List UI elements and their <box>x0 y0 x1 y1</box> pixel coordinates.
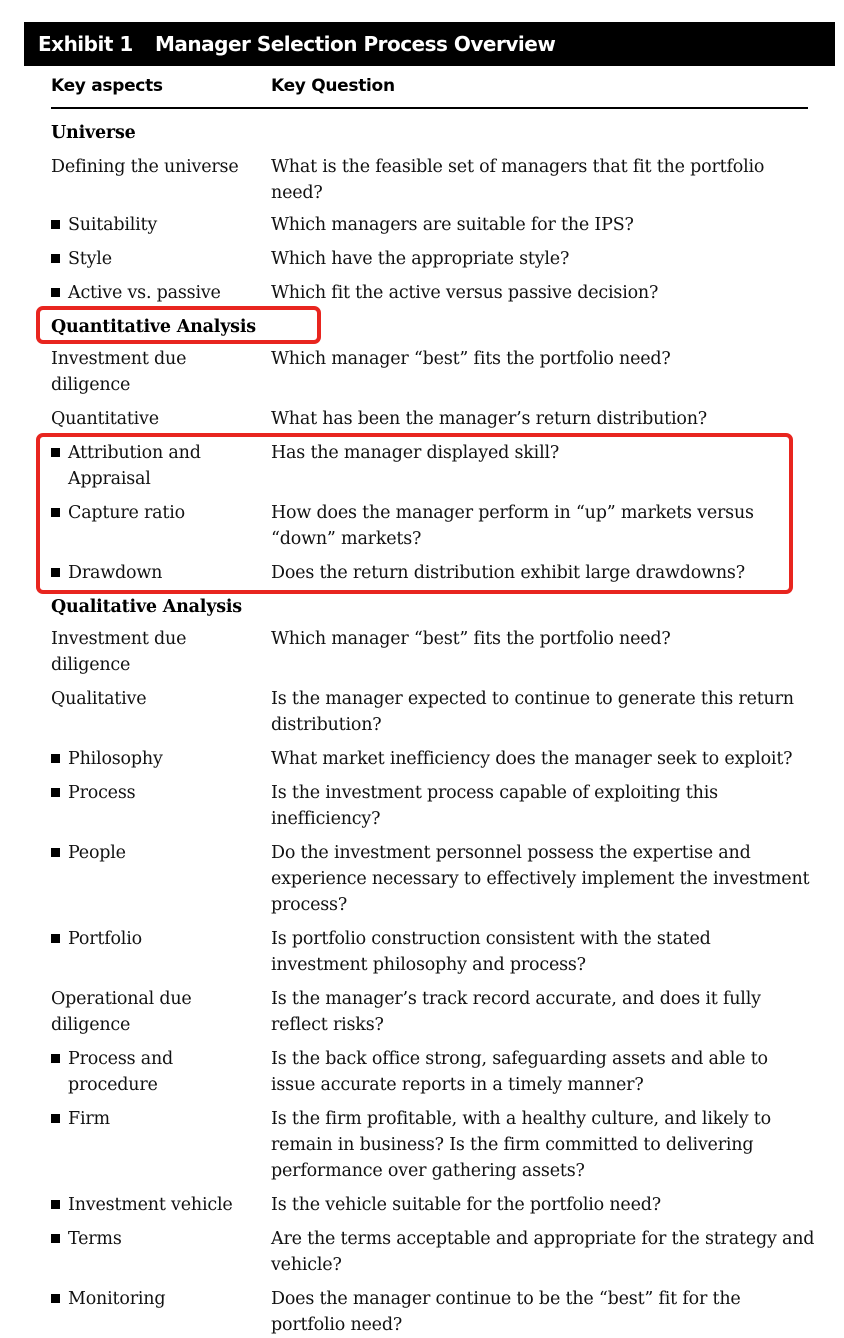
row-aspect <box>51 1046 201 1098</box>
row-aspect <box>51 840 261 866</box>
row-question: Is the vehicle suitable for the portfolio need? <box>271 1195 661 1215</box>
square-bullet-icon <box>51 788 60 797</box>
row-aspect-label: Process <box>68 783 136 803</box>
row-aspect: Investment due diligence <box>51 629 187 675</box>
square-bullet-icon <box>51 848 60 857</box>
row-aspect <box>51 440 231 492</box>
square-bullet-icon <box>51 934 60 943</box>
square-bullet-icon <box>51 1294 60 1303</box>
row-question: Has the manager displayed skill? <box>271 443 560 463</box>
row-aspect-label: Attribution and Appraisal <box>68 443 201 489</box>
column-header-question: Key Question <box>271 76 395 96</box>
row-question: What has been the manager’s return distribution? <box>271 409 707 429</box>
row-question: Which managers are suitable for the IPS? <box>271 215 634 235</box>
row-aspect-label: Terms <box>68 1229 122 1249</box>
row-aspect: Qualitative <box>51 689 147 709</box>
square-bullet-icon <box>51 568 60 577</box>
row-question: Do the investment personnel possess the expertise and experience necessary to effectively implement the investment process? <box>271 843 810 915</box>
row-aspect <box>51 560 261 586</box>
row-question: Is the manager’s track record accurate, and does it fully reflect risks? <box>271 989 761 1035</box>
section-universe: Universe <box>51 123 136 143</box>
row-aspect-label: Drawdown <box>68 563 163 583</box>
square-bullet-icon <box>51 1054 60 1063</box>
row-question: Is the firm profitable, with a healthy culture, and likely to remain in business? Is the firm committed to delivering performance over gathering assets? <box>271 1109 771 1181</box>
row-question: Which manager “best” fits the portfolio need? <box>271 349 671 369</box>
row-aspect: Defining the universe <box>51 157 239 177</box>
highlight-box-quantitative-heading <box>36 306 321 344</box>
square-bullet-icon <box>51 1234 60 1243</box>
square-bullet-icon <box>51 448 60 457</box>
row-aspect-label: Active vs. passive <box>68 283 221 303</box>
row-aspect-label: Monitoring <box>68 1289 166 1309</box>
row-aspect: Quantitative <box>51 409 159 429</box>
row-aspect-label: Capture ratio <box>68 503 185 523</box>
row-aspect-label: People <box>68 843 126 863</box>
row-question: Is the manager expected to continue to generate this return distribution? <box>271 689 794 735</box>
section-quantitative: Quantitative Analysis <box>51 317 256 337</box>
row-aspect: Investment due diligence <box>51 349 187 395</box>
row-aspect-label: Firm <box>68 1109 110 1129</box>
square-bullet-icon <box>51 1114 60 1123</box>
row-aspect-label: Investment vehicle <box>68 1195 233 1215</box>
row-aspect <box>51 1192 261 1218</box>
row-aspect <box>51 246 261 272</box>
exhibit-header <box>24 22 835 66</box>
row-aspect <box>51 280 261 306</box>
row-aspect: Operational due diligence <box>51 989 192 1035</box>
row-question: How does the manager perform in “up” markets versus “down” markets? <box>271 503 754 549</box>
square-bullet-icon <box>51 254 60 263</box>
row-question: Which fit the active versus passive decision? <box>271 283 659 303</box>
exhibit-title: Manager Selection Process Overview <box>155 32 556 56</box>
header-divider <box>51 107 808 109</box>
row-question: Is the back office strong, safeguarding assets and able to issue accurate reports in a timely manner? <box>271 1049 768 1095</box>
row-aspect <box>51 1286 261 1312</box>
square-bullet-icon <box>51 1200 60 1209</box>
row-aspect <box>51 1226 261 1252</box>
square-bullet-icon <box>51 754 60 763</box>
row-question: What market inefficiency does the manager seek to exploit? <box>271 749 793 769</box>
row-aspect <box>51 500 261 526</box>
exhibit-number: Exhibit 1 <box>38 32 133 56</box>
row-question: Does the return distribution exhibit large drawdowns? <box>271 563 745 583</box>
row-question: Is portfolio construction consistent with the stated investment philosophy and process? <box>271 929 711 975</box>
square-bullet-icon <box>51 288 60 297</box>
row-aspect <box>51 780 261 806</box>
row-question: Are the terms acceptable and appropriate for the strategy and vehicle? <box>271 1229 815 1275</box>
row-question: What is the feasible set of managers that fit the portfolio need? <box>271 157 765 203</box>
row-aspect-label: Portfolio <box>68 929 142 949</box>
row-aspect-label: Suitability <box>68 215 158 235</box>
column-header-aspect: Key aspects <box>51 76 163 96</box>
row-question: Is the investment process capable of exploiting this inefficiency? <box>271 783 718 829</box>
square-bullet-icon <box>51 220 60 229</box>
row-aspect <box>51 1106 261 1132</box>
row-aspect-label: Process and procedure <box>68 1049 174 1095</box>
row-aspect <box>51 926 261 952</box>
row-aspect <box>51 212 261 238</box>
row-aspect-label: Style <box>68 249 112 269</box>
square-bullet-icon <box>51 508 60 517</box>
row-aspect <box>51 746 261 772</box>
row-question: Which manager “best” fits the portfolio need? <box>271 629 671 649</box>
row-question: Which have the appropriate style? <box>271 249 570 269</box>
section-qualitative: Qualitative Analysis <box>51 597 242 617</box>
row-question: Does the manager continue to be the “best” fit for the portfolio need? <box>271 1289 741 1335</box>
row-aspect-label: Philosophy <box>68 749 163 769</box>
